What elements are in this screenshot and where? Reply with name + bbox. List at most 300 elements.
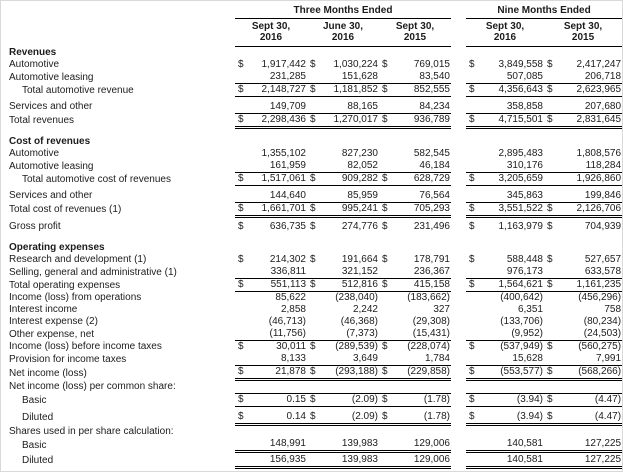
value-cell: 139,983 bbox=[321, 454, 379, 468]
group-gap-cell bbox=[451, 5, 466, 19]
dollar-sign bbox=[235, 304, 249, 316]
period-title-row bbox=[7, 5, 622, 19]
value-cell: 7,991 bbox=[596, 353, 622, 364]
dollar-sign: $ bbox=[466, 84, 480, 97]
dollar-sign bbox=[235, 266, 249, 279]
column-date-header bbox=[379, 19, 451, 47]
row-label: Income (loss) from operations bbox=[9, 292, 142, 303]
dollar-sign: $ bbox=[307, 173, 321, 186]
dollar-sign: $ bbox=[307, 394, 321, 407]
row-label: Diluted bbox=[22, 455, 54, 466]
value-cell: 140,581 bbox=[480, 438, 544, 452]
row-label: Cost of revenues bbox=[9, 136, 91, 147]
dollar-sign bbox=[544, 190, 558, 203]
value-cell: 118,284 bbox=[585, 160, 622, 171]
dollar-sign: $ bbox=[235, 84, 249, 97]
value-cell: 3,849,558 bbox=[498, 59, 543, 70]
dollar-sign bbox=[466, 328, 480, 341]
dollar-sign: $ bbox=[238, 221, 244, 232]
table-row bbox=[7, 113, 622, 127]
value-cell: (3.94) bbox=[480, 394, 544, 407]
dollar-sign bbox=[235, 454, 249, 468]
value-cell: 156,935 bbox=[249, 454, 307, 468]
table-row bbox=[7, 254, 622, 266]
dollar-sign: $ bbox=[307, 84, 321, 97]
dollar-sign bbox=[235, 71, 249, 84]
dollar-sign: $ bbox=[544, 279, 558, 292]
table-row bbox=[7, 454, 622, 468]
value-cell: 1,517,061 bbox=[249, 173, 307, 186]
dollar-sign: $ bbox=[307, 411, 321, 425]
dollar-sign: $ bbox=[469, 254, 475, 265]
row-label: Services and other bbox=[9, 101, 93, 112]
dollar-sign bbox=[379, 454, 393, 468]
value-cell: (568,266) bbox=[558, 366, 622, 380]
dollar-sign: $ bbox=[544, 394, 558, 407]
dollar-sign bbox=[379, 353, 393, 366]
group-gap-cell bbox=[451, 292, 466, 305]
value-cell: (29,308) bbox=[412, 316, 450, 327]
value-cell: 2,126,706 bbox=[558, 202, 622, 216]
value-cell: (228,074) bbox=[393, 341, 451, 354]
dollar-sign: $ bbox=[382, 59, 388, 70]
dollar-sign bbox=[307, 353, 321, 366]
value-cell: (46,368) bbox=[340, 316, 378, 327]
dollar-sign bbox=[544, 173, 558, 186]
value-cell: (456,296) bbox=[578, 292, 622, 303]
period-group-header: Three Months Ended bbox=[235, 5, 451, 19]
table-row bbox=[7, 71, 622, 84]
dollar-sign: $ bbox=[547, 59, 553, 70]
table-row bbox=[7, 411, 622, 425]
row-label: Interest expense (2) bbox=[9, 316, 98, 327]
value-cell: 30,011 bbox=[249, 341, 307, 354]
dollar-sign bbox=[466, 304, 480, 316]
dollar-sign bbox=[466, 148, 480, 160]
group-gap-cell bbox=[451, 221, 466, 233]
value-cell: (4.47) bbox=[558, 411, 622, 425]
value-cell: 310,176 bbox=[506, 160, 543, 171]
value-cell: 976,173 bbox=[506, 266, 543, 277]
dollar-sign: $ bbox=[466, 411, 480, 425]
group-gap-cell bbox=[451, 190, 466, 203]
value-cell: 88,165 bbox=[347, 100, 378, 112]
column-date-header bbox=[466, 19, 544, 47]
spacer-row bbox=[7, 233, 622, 242]
period-group-header: Nine Months Ended bbox=[466, 5, 622, 19]
value-cell: 636,735 bbox=[269, 221, 306, 232]
value-cell: 151,628 bbox=[341, 71, 378, 82]
value-cell: (238,040) bbox=[335, 292, 378, 303]
value-cell: 21,878 bbox=[249, 366, 307, 380]
value-cell: 2,895,483 bbox=[498, 148, 543, 159]
dollar-sign bbox=[307, 148, 321, 160]
dollar-sign bbox=[235, 438, 249, 452]
value-cell: 2,148,727 bbox=[249, 84, 307, 97]
dollar-sign: $ bbox=[466, 279, 480, 292]
dollar-sign: $ bbox=[310, 221, 316, 232]
value-cell: 3,205,659 bbox=[480, 173, 544, 186]
dollar-sign bbox=[307, 101, 321, 114]
value-cell: 46,184 bbox=[419, 160, 450, 171]
dollar-sign bbox=[466, 438, 480, 452]
value-cell: (3.94) bbox=[480, 411, 544, 425]
row-label: Diluted bbox=[22, 412, 54, 423]
dollar-sign bbox=[235, 160, 249, 173]
dollar-sign bbox=[544, 292, 558, 305]
value-cell: 161,959 bbox=[269, 160, 306, 171]
value-cell: 8,133 bbox=[280, 353, 306, 364]
date-line-2: 2016 bbox=[259, 32, 283, 43]
dollar-sign: $ bbox=[379, 202, 393, 216]
dollar-sign: $ bbox=[382, 254, 388, 265]
value-cell: 6,351 bbox=[517, 304, 543, 315]
dollar-sign: $ bbox=[544, 366, 558, 380]
value-cell: 4,715,501 bbox=[480, 113, 544, 127]
dollar-sign: $ bbox=[379, 113, 393, 127]
row-label: Basic bbox=[22, 394, 47, 406]
dollar-sign bbox=[307, 292, 321, 305]
value-cell: (9,952) bbox=[511, 328, 543, 339]
value-cell: 1,030,224 bbox=[333, 59, 378, 70]
dollar-sign: $ bbox=[466, 366, 480, 380]
table-row bbox=[7, 328, 622, 341]
group-gap-cell bbox=[451, 71, 466, 84]
row-label: Total operating expenses bbox=[9, 279, 121, 291]
dollar-sign bbox=[466, 71, 480, 84]
dollar-sign bbox=[235, 148, 249, 160]
dollar-sign bbox=[466, 266, 480, 279]
dollar-sign bbox=[466, 454, 480, 468]
dollar-sign: $ bbox=[544, 113, 558, 127]
dollar-sign bbox=[544, 101, 558, 114]
value-cell: 274,776 bbox=[341, 221, 378, 232]
table-row bbox=[7, 148, 622, 160]
group-gap-cell bbox=[451, 316, 466, 328]
column-date-header bbox=[544, 19, 622, 47]
table-row bbox=[7, 366, 622, 380]
value-cell: (537,949) bbox=[480, 341, 544, 354]
value-cell: 214,302 bbox=[269, 254, 306, 265]
dollar-sign bbox=[235, 190, 249, 203]
value-cell: 633,578 bbox=[584, 266, 622, 277]
value-cell: (400,642) bbox=[500, 292, 543, 303]
value-cell: 2,623,965 bbox=[558, 84, 622, 97]
dollar-sign: $ bbox=[544, 341, 558, 354]
value-cell: 852,555 bbox=[393, 84, 451, 97]
value-cell: 84,234 bbox=[419, 100, 450, 112]
dollar-sign: $ bbox=[238, 59, 244, 70]
date-line-1: Sept 30, bbox=[251, 21, 291, 32]
dollar-sign: $ bbox=[235, 366, 249, 380]
date-line-2: 2016 bbox=[493, 32, 517, 43]
table-body bbox=[7, 47, 622, 468]
value-cell: 1,661,701 bbox=[249, 202, 307, 216]
row-label: Net income (loss) bbox=[9, 367, 87, 379]
group-gap-cell bbox=[451, 84, 466, 97]
row-label: Gross profit bbox=[9, 221, 61, 232]
dollar-sign bbox=[379, 438, 393, 452]
value-cell: (24,503) bbox=[583, 328, 622, 339]
value-cell: 199,846 bbox=[584, 189, 622, 201]
value-cell: (133,706) bbox=[500, 316, 543, 327]
dollar-sign bbox=[235, 101, 249, 114]
dollar-sign: $ bbox=[379, 411, 393, 425]
value-cell: 140,581 bbox=[480, 454, 544, 468]
row-label: Total revenues bbox=[9, 115, 75, 126]
value-cell: 588,448 bbox=[506, 254, 543, 265]
value-cell: 827,230 bbox=[341, 148, 378, 159]
dollar-sign: $ bbox=[310, 59, 316, 70]
value-cell: (560,275) bbox=[558, 341, 622, 354]
group-gap-cell bbox=[451, 394, 466, 407]
value-cell: 336,811 bbox=[270, 266, 306, 277]
row-label: Selling, general and administrative (1) bbox=[9, 266, 177, 278]
table-row bbox=[7, 279, 622, 292]
value-cell: (1.78) bbox=[393, 394, 451, 407]
row-label: Revenues bbox=[9, 47, 57, 58]
value-cell: 3,649 bbox=[352, 353, 378, 364]
dollar-sign bbox=[466, 292, 480, 305]
value-cell: 231,496 bbox=[413, 221, 450, 232]
table-row bbox=[7, 202, 622, 216]
row-label: Total automotive cost of revenues bbox=[22, 173, 171, 185]
value-cell: 358,858 bbox=[506, 100, 543, 112]
section-row bbox=[7, 136, 622, 148]
dollar-sign: $ bbox=[544, 202, 558, 216]
dollar-sign bbox=[544, 328, 558, 341]
spacer-cell bbox=[7, 127, 622, 136]
income-statement-table bbox=[7, 5, 622, 469]
value-cell: (293,188) bbox=[321, 366, 379, 380]
dollar-sign: $ bbox=[544, 84, 558, 97]
value-cell: 582,545 bbox=[413, 148, 450, 159]
table-row bbox=[7, 173, 622, 186]
dollar-sign: $ bbox=[466, 113, 480, 127]
value-cell: 76,564 bbox=[419, 189, 450, 201]
value-cell: 1,564,621 bbox=[480, 279, 544, 292]
value-cell: 527,657 bbox=[584, 254, 622, 265]
group-gap-cell bbox=[451, 254, 466, 266]
dollar-sign bbox=[235, 292, 249, 305]
value-cell: 628,729 bbox=[393, 173, 451, 186]
dollar-sign: $ bbox=[466, 202, 480, 216]
table-row bbox=[7, 59, 622, 71]
value-cell: (289,539) bbox=[321, 341, 379, 354]
value-cell: (1.78) bbox=[393, 411, 451, 425]
table-row bbox=[7, 266, 622, 279]
group-gap-cell bbox=[451, 279, 466, 292]
group-gap-cell bbox=[451, 328, 466, 341]
value-cell: 995,241 bbox=[321, 202, 379, 216]
dollar-sign: $ bbox=[547, 221, 553, 232]
table-row bbox=[7, 394, 622, 407]
value-cell: 2,858 bbox=[280, 304, 306, 315]
label-row bbox=[7, 426, 622, 438]
dollar-sign bbox=[544, 353, 558, 366]
dollar-sign bbox=[466, 160, 480, 173]
value-cell: (229,858) bbox=[393, 366, 451, 380]
spacer-row bbox=[7, 127, 622, 136]
dollar-sign: $ bbox=[379, 341, 393, 354]
row-label: Research and development (1) bbox=[9, 254, 147, 265]
dollar-sign: $ bbox=[466, 341, 480, 354]
dollar-sign bbox=[235, 316, 249, 328]
dollar-sign bbox=[379, 160, 393, 173]
value-cell: 85,622 bbox=[275, 292, 306, 303]
value-cell: 82,052 bbox=[347, 160, 378, 171]
group-gap-cell bbox=[451, 353, 466, 366]
table-row bbox=[7, 304, 622, 316]
value-cell: 129,006 bbox=[393, 454, 451, 468]
value-cell: 758 bbox=[604, 304, 622, 315]
value-cell: 85,959 bbox=[347, 189, 378, 201]
group-gap-cell bbox=[451, 113, 466, 127]
value-cell: (80,234) bbox=[583, 316, 622, 327]
section-row bbox=[7, 242, 622, 254]
group-gap-cell bbox=[451, 411, 466, 425]
date-line-1: Sept 30, bbox=[485, 21, 525, 32]
group-gap-cell bbox=[451, 454, 466, 468]
dollar-sign: $ bbox=[307, 341, 321, 354]
table-row bbox=[7, 221, 622, 233]
table-row bbox=[7, 316, 622, 328]
value-cell: 1,808,576 bbox=[576, 148, 622, 159]
group-gap-cell bbox=[451, 438, 466, 452]
dollar-sign: $ bbox=[235, 394, 249, 407]
dollar-sign bbox=[544, 438, 558, 452]
dollar-sign bbox=[235, 328, 249, 341]
value-cell: 1,784 bbox=[424, 353, 450, 364]
value-cell: 236,367 bbox=[413, 266, 450, 277]
dollar-sign bbox=[235, 353, 249, 366]
dollar-sign bbox=[307, 316, 321, 328]
value-cell: 2,417,247 bbox=[576, 59, 622, 70]
dollar-sign bbox=[307, 454, 321, 468]
date-line-1: Sept 30, bbox=[563, 21, 603, 32]
dollar-sign: $ bbox=[307, 279, 321, 292]
dollar-sign bbox=[379, 316, 393, 328]
value-cell: (7,373) bbox=[346, 328, 378, 339]
dollar-sign: $ bbox=[307, 202, 321, 216]
value-cell: 909,282 bbox=[321, 173, 379, 186]
dollar-sign bbox=[379, 190, 393, 203]
row-label: Other expense, net bbox=[9, 328, 95, 340]
value-cell: 1,917,442 bbox=[261, 59, 306, 70]
dollar-sign bbox=[307, 160, 321, 173]
dollar-sign: $ bbox=[310, 254, 316, 265]
label-row bbox=[7, 380, 622, 394]
dollar-sign: $ bbox=[379, 366, 393, 380]
value-cell: 512,816 bbox=[321, 279, 379, 292]
dollar-sign: $ bbox=[466, 394, 480, 407]
table-row bbox=[7, 438, 622, 452]
value-cell: 551,113 bbox=[249, 279, 307, 292]
table-row bbox=[7, 292, 622, 305]
dollar-sign bbox=[544, 316, 558, 328]
group-gap-cell bbox=[451, 202, 466, 216]
row-label: Interest income bbox=[9, 304, 78, 315]
group-gap-cell bbox=[451, 173, 466, 186]
value-cell: 769,015 bbox=[413, 59, 450, 70]
dollar-sign: $ bbox=[469, 59, 475, 70]
value-cell: (15,431) bbox=[412, 328, 450, 339]
dollar-sign bbox=[466, 353, 480, 366]
group-gap-cell bbox=[451, 160, 466, 173]
value-cell: 127,225 bbox=[558, 438, 622, 452]
row-label: Automotive bbox=[9, 59, 60, 70]
dollar-sign: $ bbox=[379, 394, 393, 407]
table-head bbox=[7, 5, 622, 47]
value-cell: 149,709 bbox=[269, 100, 306, 112]
dollar-sign: $ bbox=[466, 173, 480, 186]
dollar-sign: $ bbox=[379, 84, 393, 97]
value-cell: 0.15 bbox=[249, 394, 307, 407]
dollar-sign: $ bbox=[547, 254, 553, 265]
value-cell: 2,298,436 bbox=[249, 113, 307, 127]
value-cell: 2,831,645 bbox=[558, 113, 622, 127]
column-date-header bbox=[307, 19, 379, 47]
date-line-1: Sept 30, bbox=[395, 21, 435, 32]
dollar-sign: $ bbox=[235, 411, 249, 425]
dollar-sign bbox=[307, 438, 321, 452]
value-cell: 144,640 bbox=[269, 189, 306, 201]
value-cell: (11,756) bbox=[269, 328, 306, 339]
dollar-sign: $ bbox=[235, 279, 249, 292]
dollar-sign bbox=[379, 304, 393, 316]
value-cell: (4.47) bbox=[558, 394, 622, 407]
value-cell: 321,152 bbox=[341, 266, 378, 277]
row-label: Operating expenses bbox=[9, 242, 105, 253]
dollar-sign bbox=[544, 148, 558, 160]
value-cell: 231,285 bbox=[269, 71, 306, 82]
dollar-sign bbox=[307, 266, 321, 279]
value-cell: 415,158 bbox=[393, 279, 451, 292]
dollar-sign bbox=[379, 148, 393, 160]
row-label: Basic bbox=[22, 439, 47, 451]
row-label: Total automotive revenue bbox=[22, 84, 134, 96]
value-cell: 345,863 bbox=[506, 189, 543, 201]
value-cell: (2.09) bbox=[321, 394, 379, 407]
value-cell: 139,983 bbox=[321, 438, 379, 452]
value-cell: 936,789 bbox=[393, 113, 451, 127]
table-row bbox=[7, 84, 622, 97]
row-label: Total cost of revenues (1) bbox=[9, 204, 122, 215]
dollar-sign: $ bbox=[379, 173, 393, 186]
value-cell: (2.09) bbox=[321, 411, 379, 425]
dollar-sign bbox=[466, 190, 480, 203]
dollar-sign: $ bbox=[235, 202, 249, 216]
section-row bbox=[7, 47, 622, 60]
table-row bbox=[7, 353, 622, 366]
spacer-cell bbox=[7, 233, 622, 242]
dollar-sign bbox=[544, 266, 558, 279]
dollar-sign bbox=[379, 328, 393, 341]
dollar-sign bbox=[544, 304, 558, 316]
value-cell: (183,662) bbox=[407, 292, 450, 303]
dollar-sign bbox=[544, 71, 558, 84]
dollar-sign: $ bbox=[307, 366, 321, 380]
dollar-sign bbox=[379, 266, 393, 279]
value-cell: 1,181,852 bbox=[321, 84, 379, 97]
row-label: Shares used in per share calculation: bbox=[9, 426, 174, 437]
group-gap-cell bbox=[451, 366, 466, 380]
table-row bbox=[7, 341, 622, 354]
value-cell: 1,926,860 bbox=[558, 173, 622, 186]
value-cell: 1,355,102 bbox=[261, 148, 306, 159]
value-cell: 3,551,522 bbox=[480, 202, 544, 216]
date-line-2: 2016 bbox=[331, 32, 355, 43]
